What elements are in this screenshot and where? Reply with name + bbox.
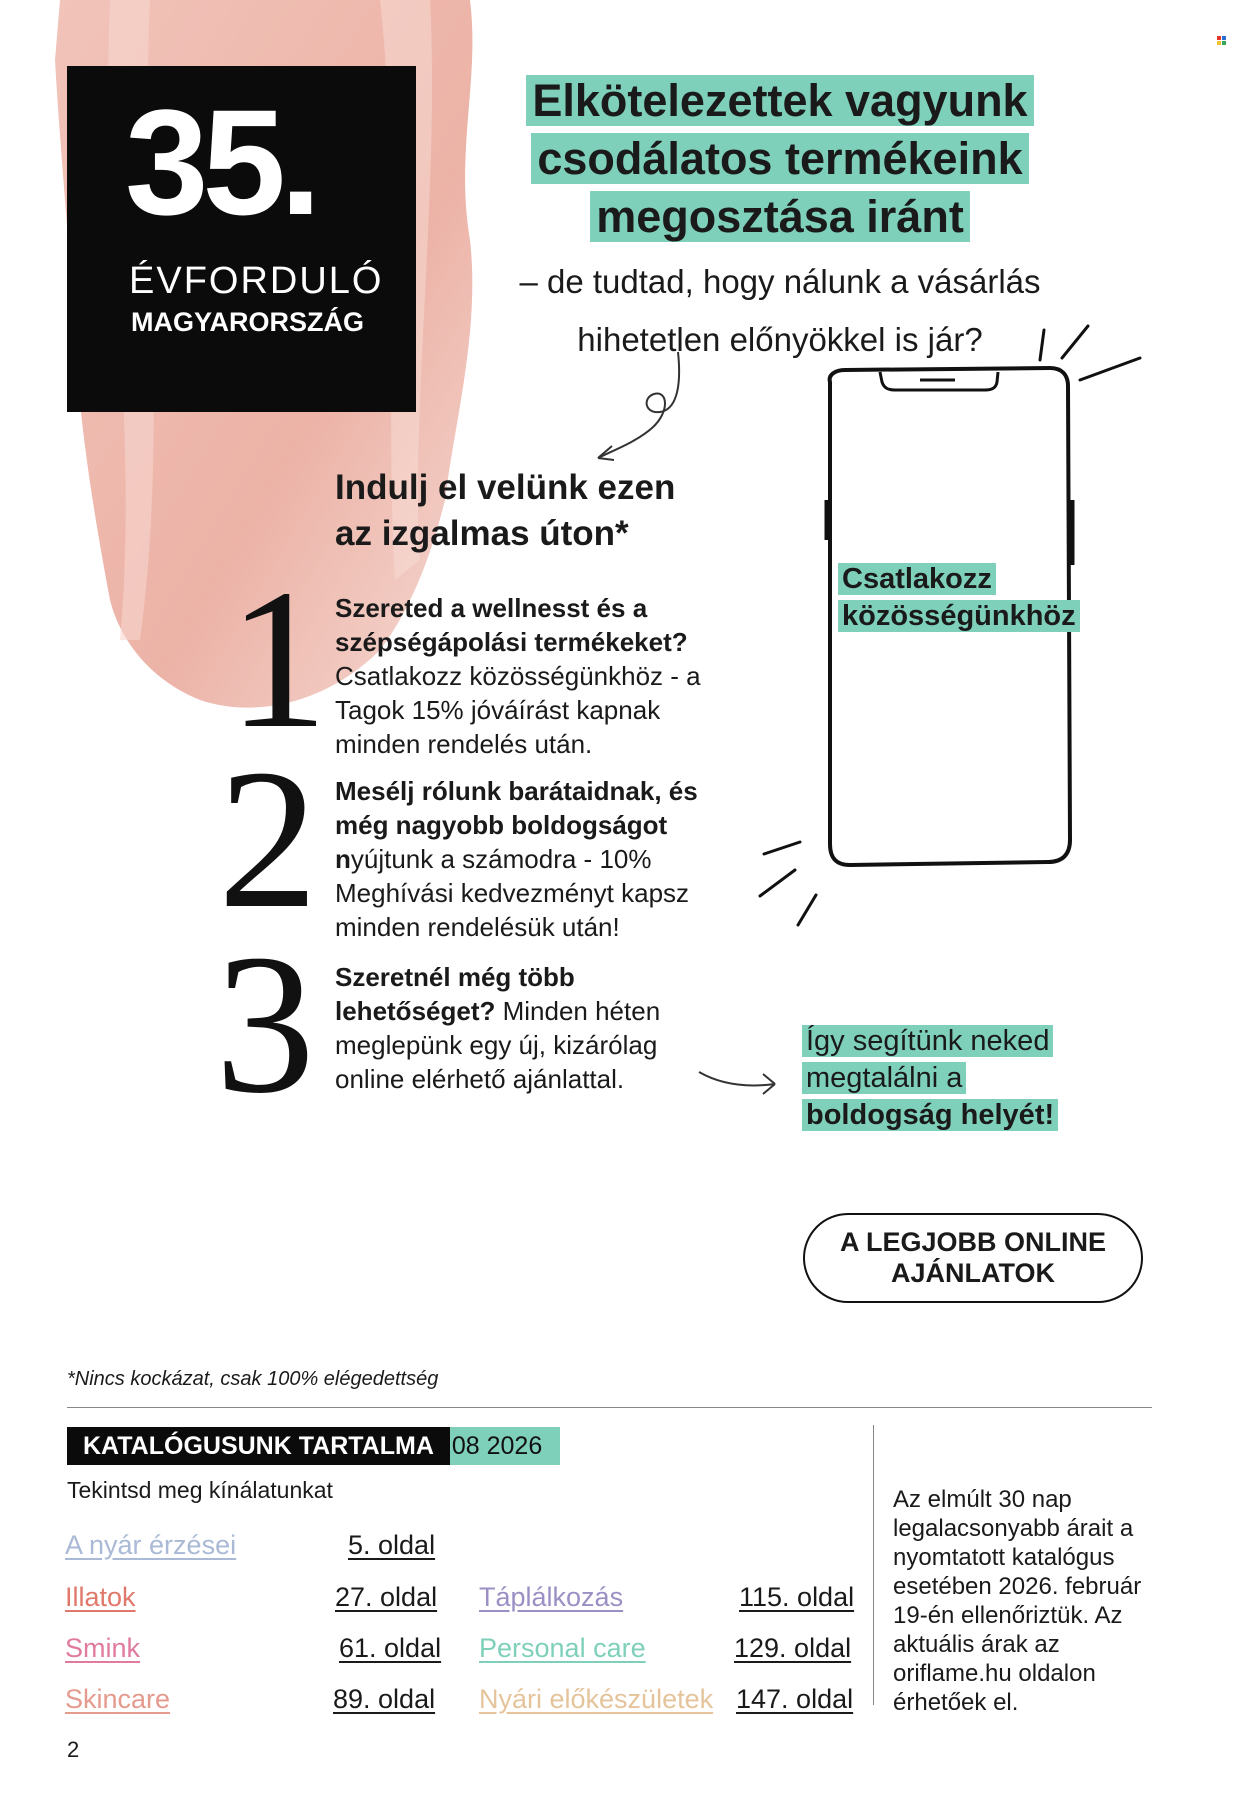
toc-page-illatok[interactable]: 27. oldal	[335, 1582, 438, 1612]
toc-edition: 08 2026	[450, 1427, 560, 1465]
intro-line-2: az izgalmas úton*	[335, 514, 629, 553]
corner-mark	[1217, 36, 1227, 46]
step-number-2: 2	[218, 729, 318, 950]
toc-page-taplalkozas[interactable]: 115. oldal	[739, 1582, 855, 1612]
subheadline-line-2: hihetetlen előnyökkel is jár?	[577, 321, 983, 358]
best-online-offers-button[interactable]	[803, 1213, 1143, 1303]
step-3-text	[335, 960, 725, 1096]
headline-line-2: csodálatos termékeink	[531, 133, 1028, 184]
phone-label-line-2: közösségünkhöz	[838, 600, 1080, 632]
anniversary-number: 35.	[125, 78, 316, 246]
step-1-body: Csatlakozz közösségünkhöz - a Tagok 15% jóváírást kapnak minden rendelés után.	[335, 661, 701, 759]
toc-link-personal-care[interactable]: Personal care	[479, 1633, 646, 1663]
toc-link-taplalkozas[interactable]: Táplálkozás	[479, 1582, 624, 1612]
phone-label	[838, 561, 1080, 635]
intro-line-1: Indulj el velünk ezen	[335, 468, 676, 507]
anniversary-country: MAGYARORSZÁG	[131, 307, 365, 337]
step-number-1: 1	[228, 549, 328, 770]
step-number-3: 3	[215, 914, 315, 1135]
headline-line-3: megosztása iránt	[590, 191, 970, 242]
anniversary-badge	[67, 66, 416, 412]
step-2-text	[335, 774, 725, 944]
step-3-body: Minden héten meglepünk egy új, kizárólag online elérhető ajánlattal.	[335, 996, 661, 1094]
curly-arrow-icon	[590, 350, 700, 465]
intro-title	[335, 465, 675, 557]
cta-line-2: AJÁNLATOK	[890, 1258, 1055, 1288]
toc-subtitle: Tekintsd meg kínálatunkat	[67, 1477, 333, 1503]
page-number: 2	[67, 1737, 80, 1762]
step-1-text	[335, 591, 725, 761]
toc-title	[67, 1427, 560, 1465]
phone-label-line-1: Csatlakozz	[838, 563, 996, 595]
subheadline-line-1: – de tudtad, hogy nálunk a vásárlás	[519, 263, 1041, 300]
toc-page-nyar[interactable]: 5. oldal	[348, 1530, 436, 1560]
toc-page-smink[interactable]: 61. oldal	[339, 1633, 442, 1663]
step-2-bold: Mesélj rólunk barátaidnak, és még nagyobb boldogságot n	[335, 776, 698, 874]
toc-page-nyari[interactable]: 147. oldal	[736, 1684, 854, 1714]
vertical-divider	[873, 1425, 874, 1705]
price-check-note: Az elmúlt 30 nap legalacsonyabb árait a nyomtatott katalógus esetében 2026. február 19-én ellenőriztük. Az aktuális árak az oriflame.hu oldalon érhetőek el.	[893, 1486, 1142, 1716]
cta-line-1: A LEGJOBB ONLINE	[839, 1227, 1107, 1257]
toc-link-skincare[interactable]: Skincare	[65, 1684, 171, 1714]
anniversary-label: ÉVFORDULÓ	[129, 260, 384, 302]
finding-callout	[802, 1023, 1058, 1134]
arrow-right-icon	[695, 1060, 785, 1100]
toc-page-personal-care[interactable]: 129. oldal	[734, 1633, 852, 1663]
footnote: *Nincs kockázat, csak 100% elégedettség	[67, 1368, 439, 1390]
toc-link-illatok[interactable]: Illatok	[65, 1582, 136, 1612]
headline	[520, 72, 1040, 246]
toc-link-nyar[interactable]: A nyár érzései	[65, 1530, 237, 1560]
step-2-body: yújtunk a számodra - 10% Meghívási kedvezményt kapsz minden rendelésük után!	[335, 844, 690, 942]
divider	[67, 1407, 1152, 1408]
finding-line-2: megtalálni a	[802, 1062, 966, 1094]
step-1-bold: Szereted a wellnesst és a szépségápolási termékeket?	[335, 593, 688, 657]
headline-line-1: Elkötelezettek vagyunk	[526, 75, 1033, 126]
finding-line-1: Így segítünk neked	[802, 1025, 1053, 1057]
toc-title-text: KATALÓGUSUNK TARTALMA	[67, 1427, 450, 1465]
toc-page-skincare[interactable]: 89. oldal	[333, 1684, 436, 1714]
step-3-bold: Szeretnél még több lehetőséget?	[335, 962, 575, 1026]
toc-link-nyari[interactable]: Nyári előkészületek	[479, 1684, 714, 1714]
finding-line-3: boldogság helyét!	[806, 1099, 1055, 1131]
toc-link-smink[interactable]: Smink	[65, 1633, 141, 1663]
